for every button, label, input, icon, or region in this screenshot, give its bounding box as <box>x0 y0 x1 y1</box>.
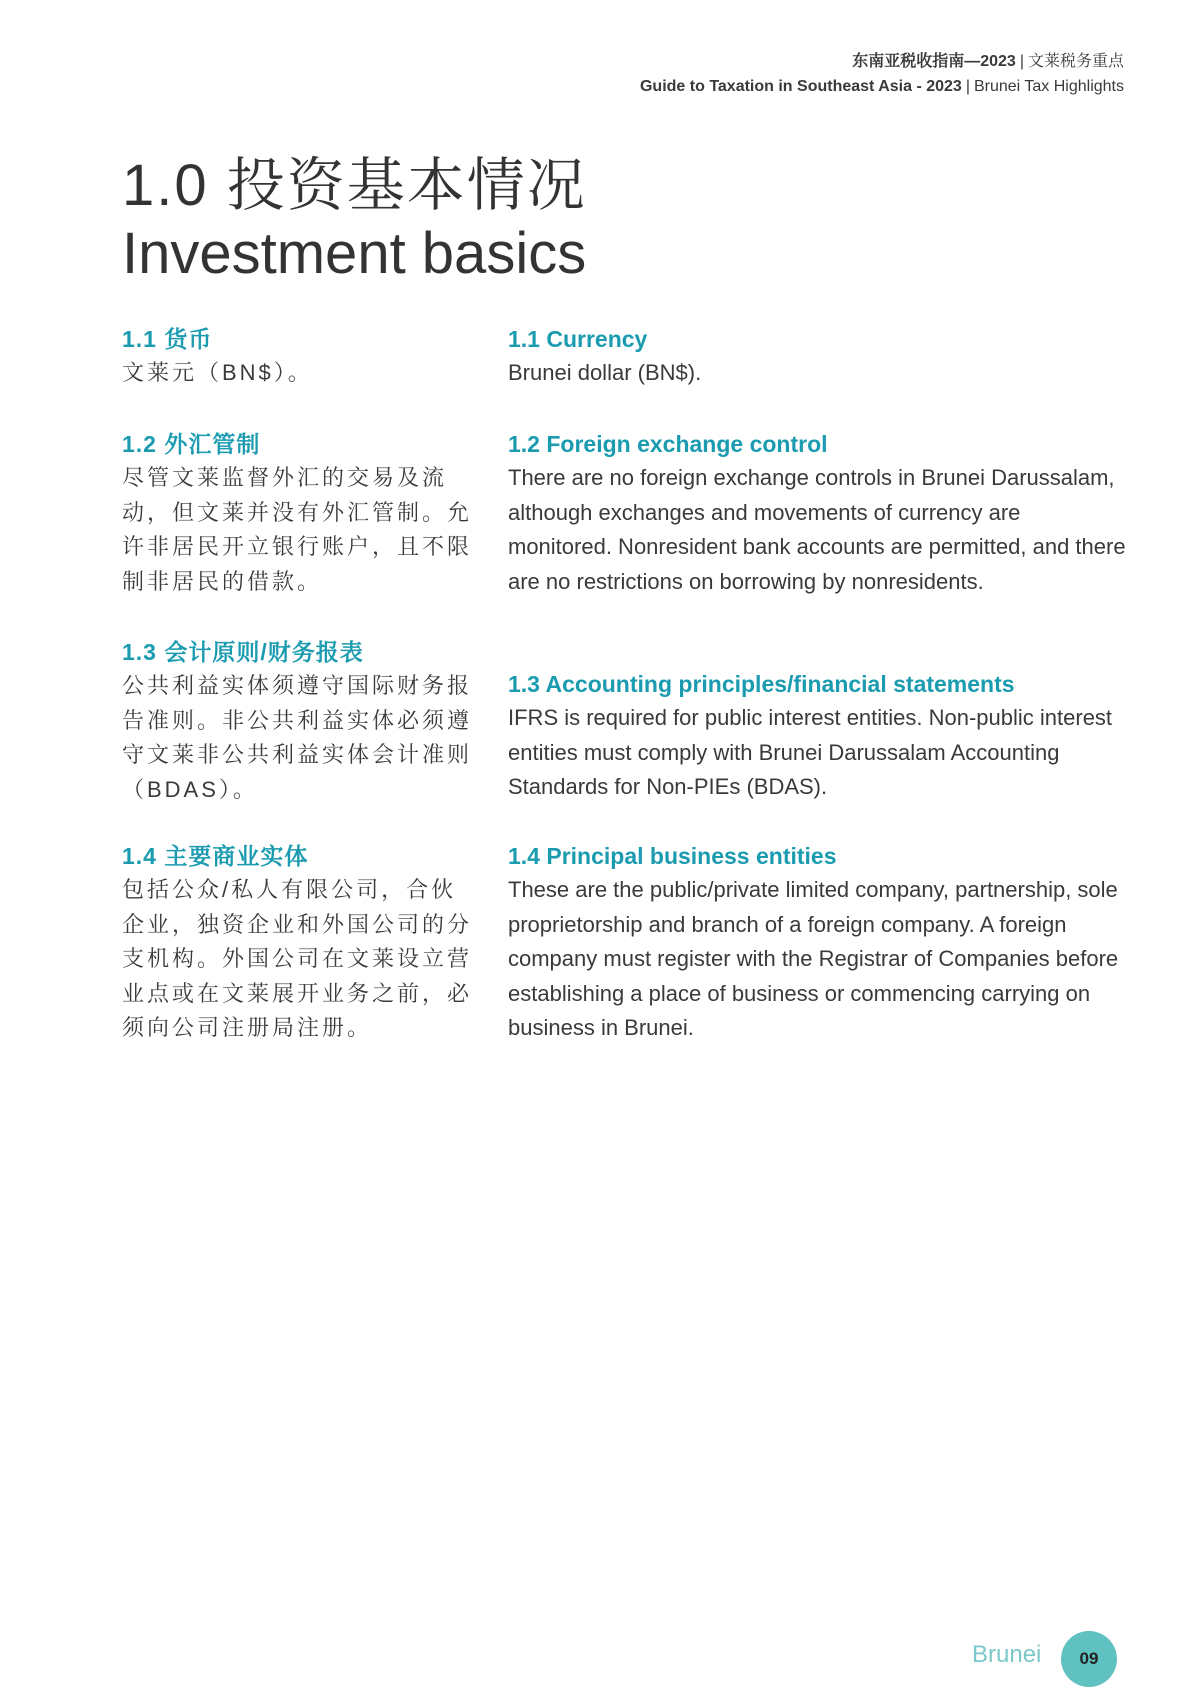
footer-country-label: Brunei <box>972 1641 1042 1668</box>
header-line-en <box>640 74 1124 100</box>
header-guide-en: Guide to Taxation in Southeast Asia - 2023 <box>639 78 962 95</box>
section-body: Brunei dollar (BN$). <box>508 360 702 385</box>
header-highlights-cn: 文莱税务重点 <box>1027 53 1124 70</box>
header-highlights-en: Brunei Tax Highlights <box>973 78 1124 95</box>
section-entities-en <box>508 839 1128 1046</box>
header-separator: | <box>1019 53 1024 70</box>
section-heading: 1.1 货币 <box>122 326 213 352</box>
page-number-badge: 09 <box>1061 1631 1117 1687</box>
section-heading: 1.2 外汇管制 <box>122 431 261 457</box>
header-guide-cn: 东南亚税收指南—2023 <box>852 53 1016 70</box>
section-body: 文莱元（BN$）。 <box>122 360 313 385</box>
section-body: These are the public/private limited company, partnership, sole proprietorship and branch of a foreign company. A foreign company must register with the Registrar of Companies before establishing a place of business or commencing carrying on business in Brunei. <box>508 877 1119 1040</box>
section-heading: 1.1 Currency <box>508 326 648 352</box>
section-entities-cn <box>122 839 472 1046</box>
page-header <box>640 50 1124 100</box>
page-title <box>122 152 587 288</box>
section-currency-en <box>508 322 1128 391</box>
section-heading: 1.3 会计原则/财务报表 <box>122 639 364 665</box>
section-body: 尽管文莱监督外汇的交易及流动，但文莱并没有外汇管制。允许非居民开立银行账户，且不限制非居民的借款。 <box>122 465 473 594</box>
section-fx-control-cn <box>122 427 472 599</box>
section-heading: 1.4 主要商业实体 <box>122 843 309 869</box>
section-accounting-cn <box>122 635 472 807</box>
section-accounting-en <box>508 667 1128 805</box>
page-title-cn: 1.0 投资基本情况 <box>122 153 587 218</box>
section-body: IFRS is required for public interest entities. Non-public interest entities must comply with Brunei Darussalam Accounting Standards for Non-PIEs (BDAS). <box>508 705 1113 799</box>
section-currency-cn <box>122 322 472 391</box>
section-body: 包括公众/私人有限公司，合伙企业，独资企业和外国公司的分支机构。外国公司在文莱设立营业点或在文莱展开业务之前，必须向公司注册局注册。 <box>122 877 473 1040</box>
section-fx-control-en <box>508 427 1128 599</box>
header-separator: | <box>965 78 970 95</box>
section-heading: 1.2 Foreign exchange control <box>508 431 828 457</box>
page-title-en: Investment basics <box>122 221 587 286</box>
section-heading: 1.4 Principal business entities <box>508 843 837 869</box>
section-body: 公共利益实体须遵守国际财务报告准则。非公共利益实体必须遵守文莱非公共利益实体会计准则（BDAS）。 <box>122 673 473 802</box>
section-body: There are no foreign exchange controls in Brunei Darussalam, although exchanges and movements of currency are monitored. Nonresident bank accounts are permitted, and there are no restrictions on borrowing by nonresidents. <box>508 465 1126 594</box>
section-heading: 1.3 Accounting principles/financial statements <box>508 671 1015 697</box>
header-line-cn <box>640 50 1124 74</box>
